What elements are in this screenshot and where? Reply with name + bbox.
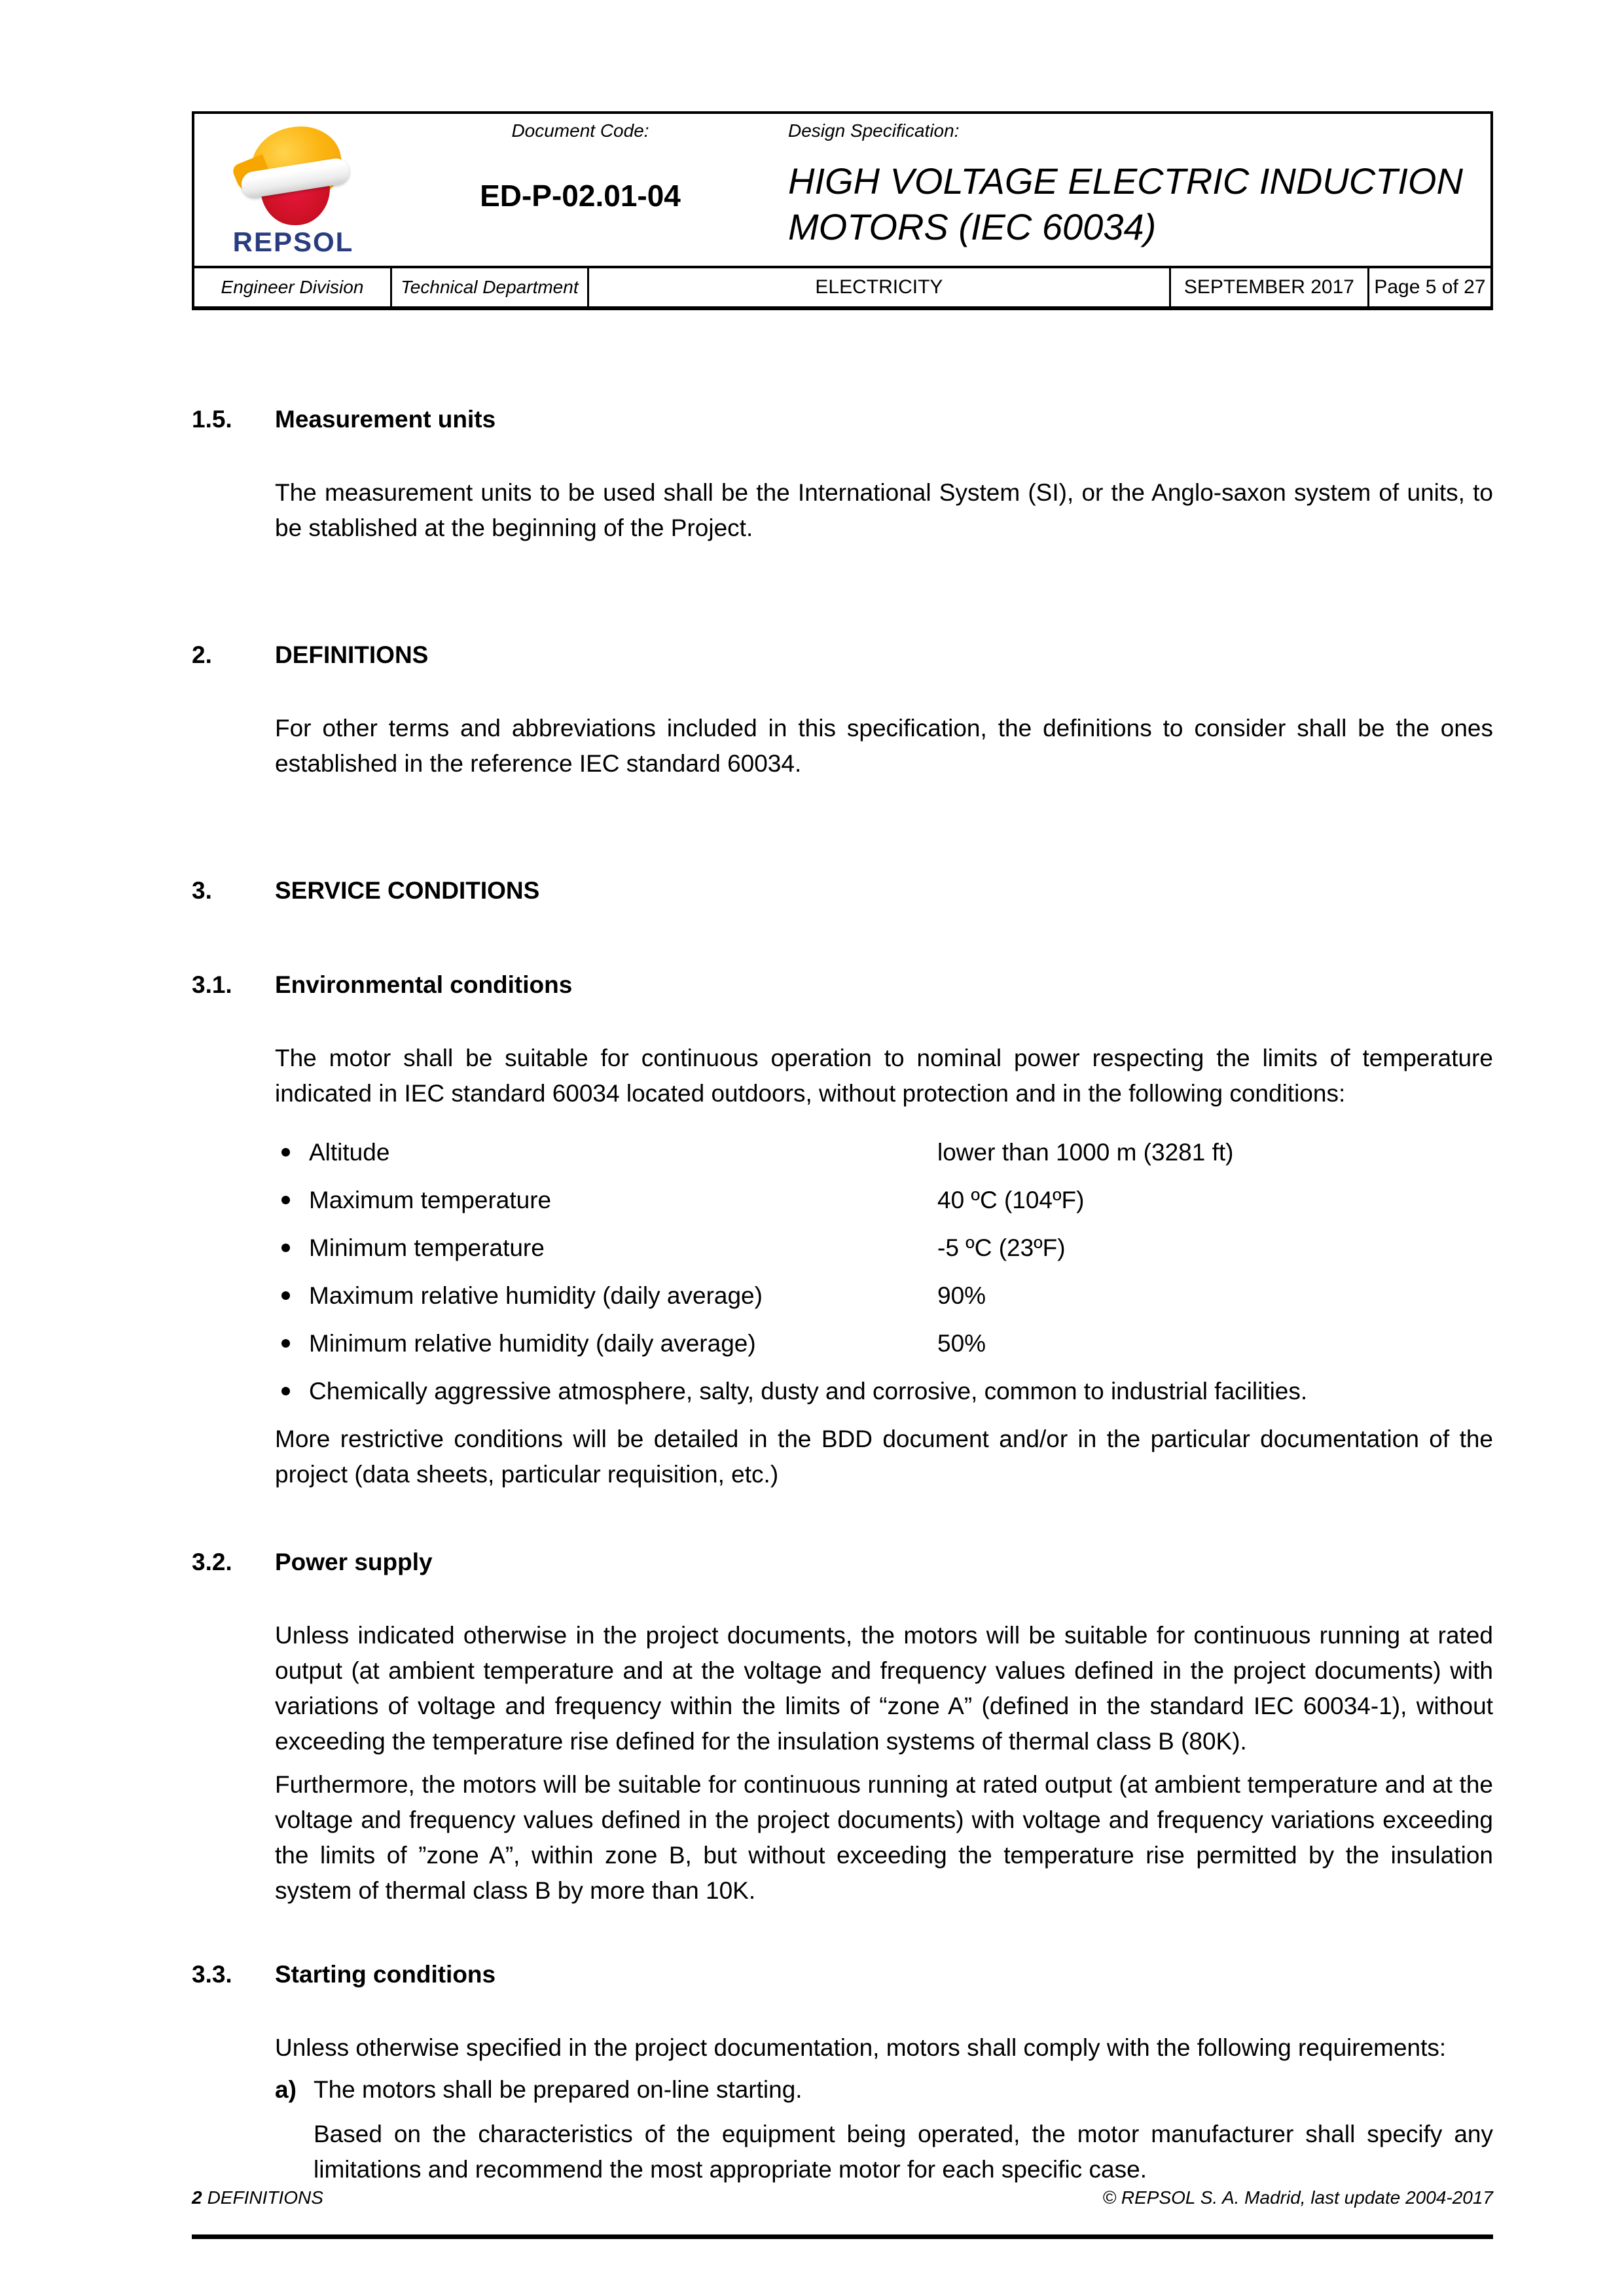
list-item-value: 90% [937,1282,986,1309]
section-3-1-number: 3.1. [192,971,232,998]
section-3-1-heading [192,967,1493,1003]
footer-section-title: DEFINITIONS [207,2187,323,2208]
section-3-2-paragraph-1: Unless indicated otherwise in the project documents, the motors will be suitable for continuous running at rated output (at ambient temperature and at the voltage and frequency values defined in the project documents) with variations of voltage and frequency within the limits of “zone A” (defined in the standard IEC 60034-1), without exceeding the temperature rise defined for the insulation systems of thermal class B (80K). [275,1622,1493,1755]
section-2-heading [192,637,1493,673]
repsol-wordmark: REPSOL [232,226,354,257]
environmental-conditions-list [275,1135,1493,1409]
section-3-3-number: 3.3. [192,1961,232,1988]
list-item-min-temperature [275,1230,1493,1266]
list-item-value: lower than 1000 m (3281 ft) [937,1139,1234,1166]
list-item-min-humidity [275,1326,1493,1361]
design-spec-label: Design Specification: [788,120,960,141]
section-3-heading [192,873,1493,908]
document-header [192,111,1493,310]
section-3-1-paragraph: The motor shall be suitable for continuous operation to nominal power respecting the limits of temperature indicated in IEC standard 60034 located outdoors, without protection and in the following conditions: [275,1045,1493,1107]
list-item-value: -5 ºC (23ºF) [937,1234,1066,1261]
list-item-value: 50% [937,1330,986,1357]
list-item-label: Minimum relative humidity (daily average) [309,1330,756,1357]
section-3-title: SERVICE CONDITIONS [275,877,540,904]
section-3-number: 3. [192,877,212,904]
technical-department-cell: Technical Department [390,268,587,306]
footer-rule [192,2234,1493,2239]
section-3-1-paragraph-2: More restrictive conditions will be detailed in the BDD document and/or in the particular documentation of the project (data sheets, particular requisition, etc.) [275,1426,1493,1488]
discipline-cell: ELECTRICITY [587,268,1169,306]
requirement-item-a-text: The motors shall be prepared on-line starting. [314,2076,803,2103]
section-3-2-paragraph-2: Furthermore, the motors will be suitable for continuous running at rated output (at ambient temperature and at the voltage and frequency values defined in the project documents) with voltage and frequency variations exceeding the limits of ”zone A”, within zone B, but without exceeding the temperature rise permitted by the insulation system of thermal class B by more than 10K. [275,1771,1493,1904]
section-1-5-heading [192,402,1493,437]
document-title [788,158,1477,250]
section-1-5-paragraph: The measurement units to be used shall be the International System (SI), or the Anglo-saxon system of units, to be stablished at the beginning of the Project. [275,479,1493,541]
header-top-row [194,114,1490,266]
section-2-paragraph: For other terms and abbreviations included in this specification, the definitions to consider shall be the ones established in the reference IEC standard 60034. [275,715,1493,777]
document-title-line1: HIGH VOLTAGE ELECTRIC INDUCTION [788,160,1463,202]
requirement-item-a [275,2072,1493,2108]
list-item-label: Maximum relative humidity (daily average) [309,1282,763,1309]
section-1-5-number: 1.5. [192,406,232,433]
list-item-value: 40 ºC (104ºF) [937,1187,1085,1213]
repsol-logo-icon [234,126,352,225]
section-1-5-title: Measurement units [275,406,496,433]
document-code-value: ED-P-02.01-04 [480,179,681,213]
section-3-2-title: Power supply [275,1549,433,1575]
section-3-3-heading [192,1957,1493,1992]
engineer-division-cell: Engineer Division [221,277,364,297]
requirement-item-a-marker: a) [275,2076,297,2103]
list-item-atmosphere [275,1374,1493,1409]
page-number-cell: Page 5 of 27 [1367,268,1490,306]
section-3-2-heading [192,1545,1493,1580]
design-spec-cell [768,114,1490,266]
page-footer [192,2187,1493,2208]
date-cell: SEPTEMBER 2017 [1169,268,1367,306]
list-item-label: Minimum temperature [309,1234,545,1261]
header-bottom-row [194,266,1490,306]
document-code-label: Document Code: [511,120,649,141]
document-title-line2: MOTORS (IEC 60034) [788,206,1157,247]
list-item-label: Maximum temperature [309,1187,552,1213]
list-item-altitude [275,1135,1493,1170]
section-3-3-paragraph-2: Based on the characteristics of the equipment being operated, the motor manufacturer shall specify any limitations and recommend the most appropriate motor for each specific case. [314,2121,1493,2183]
section-3-2-number: 3.2. [192,1549,232,1575]
section-3-1-title: Environmental conditions [275,971,573,998]
section-3-3-title: Starting conditions [275,1961,496,1988]
document-code-cell [392,114,768,266]
section-3-3-paragraph-1: Unless otherwise specified in the project documentation, motors shall comply with the following requirements: [275,2034,1447,2061]
section-2-number: 2. [192,641,212,668]
logo-cell [194,114,392,266]
list-item-label: Chemically aggressive atmosphere, salty, dusty and corrosive, common to industrial facilities. [309,1378,1308,1405]
footer-section-reference [192,2187,323,2208]
list-item-label: Altitude [309,1139,390,1166]
list-item-max-humidity [275,1278,1493,1314]
section-2-title: DEFINITIONS [275,641,429,668]
footer-copyright: © REPSOL S. A. Madrid, last update 2004-2017 [1102,2187,1493,2208]
footer-section-number: 2 [192,2187,202,2208]
list-item-max-temperature [275,1183,1493,1218]
